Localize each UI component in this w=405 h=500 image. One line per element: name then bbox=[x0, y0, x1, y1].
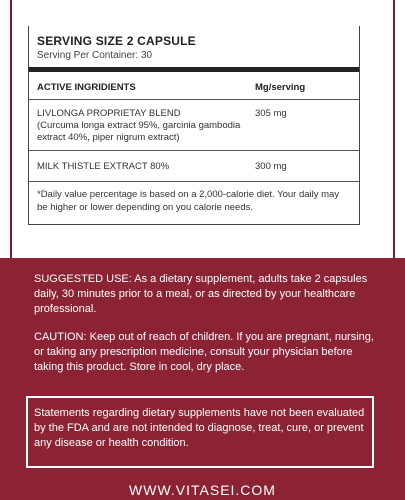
ingredient-detail: (Curcuma longa extract 95%, garcinia gambodia extract 40%, piper nigrum extract) bbox=[37, 120, 241, 143]
table-row bbox=[29, 100, 359, 150]
fda-disclaimer-text: Statements regarding dietary supplements have not been evaluated by the FDA and are not intended to diagnose, treat, cure, or prevent any disease or health condition. bbox=[34, 407, 365, 449]
usage-section bbox=[0, 258, 405, 500]
servings-per-container: Serving Per Container: 30 bbox=[37, 50, 153, 61]
serving-size: SERVING SIZE 2 CAPSULE bbox=[37, 34, 196, 48]
right-border-line bbox=[393, 0, 395, 258]
table-row bbox=[29, 150, 359, 181]
ingredient-amount: 300 mg bbox=[255, 161, 287, 172]
facts-table-header bbox=[29, 72, 359, 100]
website-url: WWW.VITASEI.COM bbox=[129, 482, 276, 498]
caution-text: CAUTION: Keep out of reach of children. If you are pregnant, nursing, or taking any prescription medicine, consult your physician before taking this product. Store in cool, dry place. bbox=[34, 331, 374, 373]
suggested-use-text: SUGGESTED USE: As a dietary supplement, adults take 2 capsules daily, 30 minutes prior to a meal, or as directed by your healthcare professional. bbox=[34, 273, 368, 315]
ingredient-title: LIVLONGA PROPRIETAY BLEND bbox=[37, 108, 181, 119]
ingredient-amount: 305 mg bbox=[255, 108, 287, 119]
left-border-line bbox=[10, 0, 12, 258]
ingredient-name: MILK THISTLE EXTRACT 80% bbox=[37, 161, 170, 172]
header-mg-serving: Mg/serving bbox=[255, 82, 306, 93]
ingredient-name bbox=[37, 108, 247, 144]
facts-header bbox=[29, 26, 359, 67]
header-ingredients: ACTIVE INGRIDIENTS bbox=[37, 82, 136, 93]
daily-value-note: *Daily value percentage is based on a 2,000-calorie diet. Your daily may be higher or lower depending on you calorie needs. bbox=[29, 181, 359, 224]
supplement-facts-panel bbox=[28, 26, 360, 225]
